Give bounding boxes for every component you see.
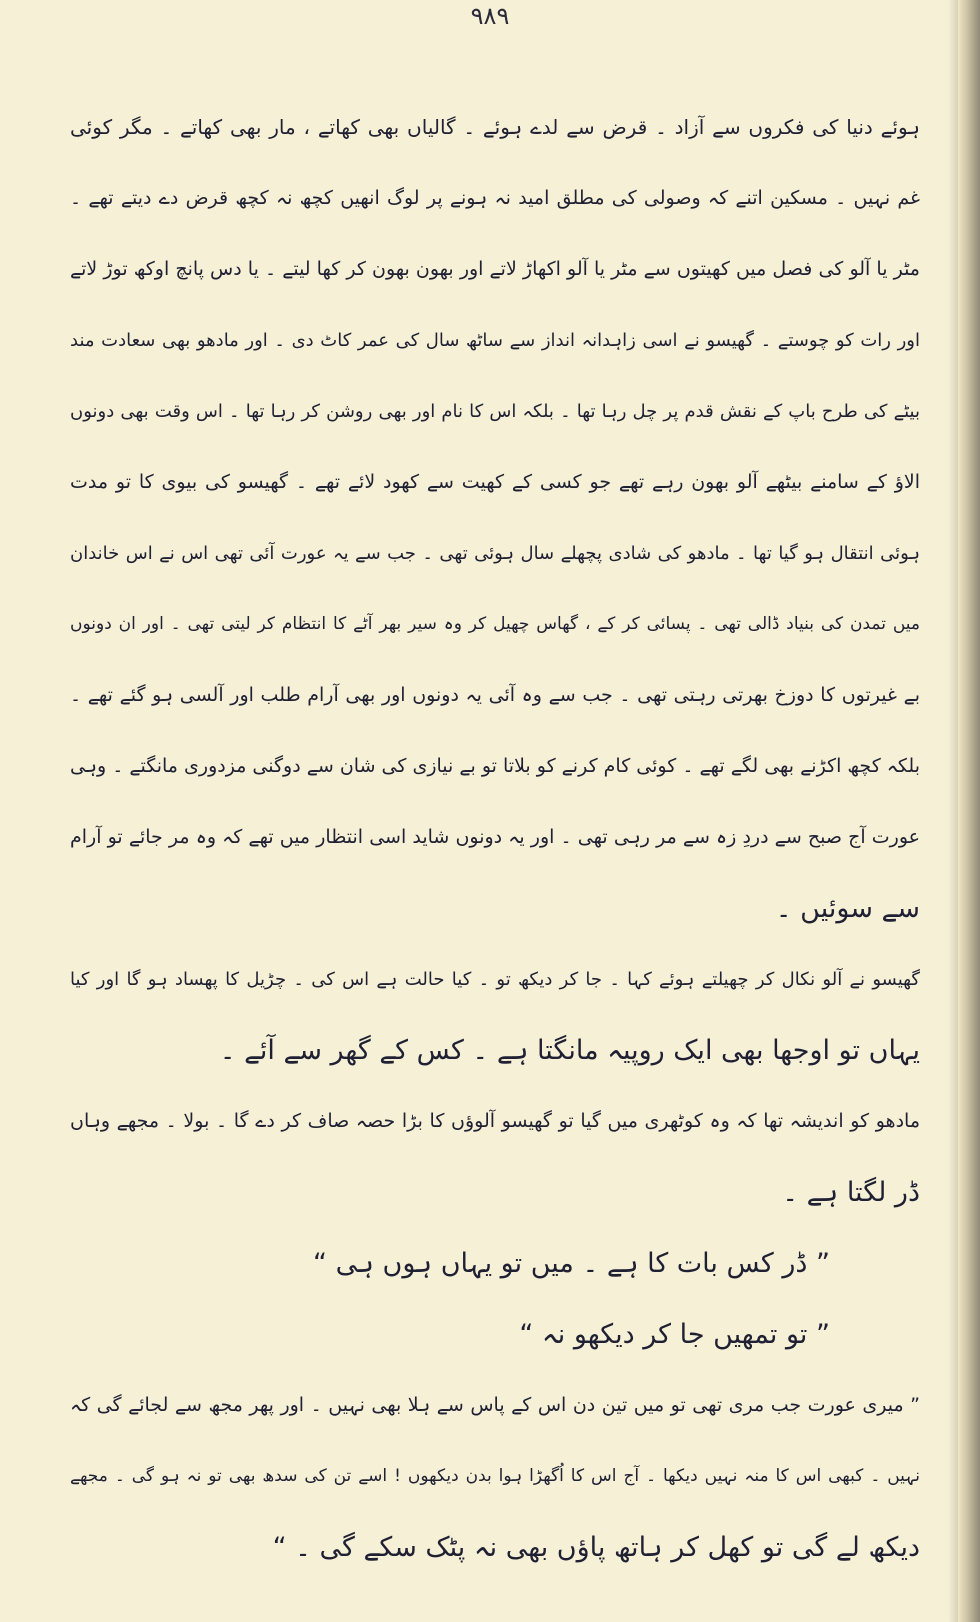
text-line: نہیں ۔ کبھی اس کا منہ نہیں دیکھا ۔ آج اس کا اُگھڑا ہوا بدن دیکھوں ! اسے تن کی سدھ بھی تو نہ ہو گی ۔ مجھے (70, 1466, 920, 1486)
text-line: ڈر لگتا ہے ۔ (782, 1177, 920, 1208)
text-line: ہوئے دنیا کی فکروں سے آزاد ۔ قرض سے لدے ہوئے ۔ گالیاں بھی کھاتے ، مار بھی کھاتے ۔ مگر کوئی (70, 115, 920, 139)
text-line: عورت آج صبح سے دردِ زہ سے مر رہی تھی ۔ اور یہ دونوں شاید اسی انتظار میں تھے کہ وہ مر جائے تو آرام (70, 826, 920, 848)
page-number: ٩٨٩ (470, 2, 510, 30)
page-binding-shadow (948, 0, 958, 1622)
text-line: دیکھ لے گی تو کھل کر ہاتھ پاؤں بھی نہ پٹک سکے گی ۔ “ (272, 1532, 920, 1563)
dialogue-line: ” تو تمھیں جا کر دیکھو نہ “ (519, 1319, 830, 1350)
text-line: الاؤ کے سامنے بیٹھے آلو بھون رہے تھے جو کسی کے کھیت سے کھود لائے تھے ۔ گھیسو کی بیوی کا تو مدت (70, 471, 920, 493)
text-line: غم نہیں ۔ مسکین اتنے کہ وصولی کی مطلق امید نہ ہونے پر لوگ انھیں کچھ نہ کچھ قرض دے دیتے تھے ۔ (70, 187, 920, 209)
text-line: اور رات کو چوستے ۔ گھیسو نے اسی زاہدانہ انداز سے ساٹھ سال کی عمر کاٹ دی ۔ اور مادھو بھی سعادت مند (70, 330, 920, 351)
text-line: یہاں تو اوجھا بھی ایک روپیہ مانگتا ہے ۔ کس کے گھر سے آئے ۔ (219, 1035, 920, 1066)
page-edge (958, 0, 980, 1622)
text-line: بلکہ کچھ اکڑنے بھی لگے تھے ۔ کوئی کام کرنے کو بلاتا تو بے نیازی کی شان سے دوگنی مزدوری مانگتے ۔ وہی (70, 755, 920, 777)
text-line: ہوئی انتقال ہو گیا تھا ۔ مادھو کی شادی پچھلے سال ہوئی تھی ۔ جب سے یہ عورت آئی تھی اس نے اس خاندان (70, 543, 920, 564)
text-line: گھیسو نے آلو نکال کر چھیلتے ہوئے کہا ۔ جا کر دیکھ تو ۔ کیا حالت ہے اس کی ۔ چڑیل کا پھساد ہو گا اور کیا (70, 969, 920, 990)
dialogue-line: ” ڈر کس بات کا ہے ۔ میں تو یہاں ہوں ہی “ (313, 1248, 830, 1279)
text-line: ” میری عورت جب مری تھی تو میں تین دن اس کے پاس سے ہلا بھی نہیں ۔ اور پھر مجھ سے لجائے گی کہ (70, 1394, 920, 1416)
text-line: مادھو کو اندیشہ تھا کہ وہ کوٹھری میں گیا تو گھیسو آلوؤں کا بڑا حصہ صاف کر دے گا ۔ بولا ۔ مجھے وہاں (70, 1110, 920, 1132)
text-line: مٹر یا آلو کی فصل میں کھیتوں سے مٹر یا آلو اکھاڑ لاتے اور بھون بھون کر کھا لیتے ۔ یا دس پانچ اوکھ توڑ لاتے (70, 258, 920, 280)
text-line: بیٹے کی طرح باپ کے نقش قدم پر چل رہا تھا ۔ بلکہ اس کا نام اور بھی روشن کر رہا تھا ۔ اس وقت بھی دونوں (70, 401, 920, 422)
text-line: سے سوئیں ۔ (775, 893, 920, 924)
page-text (70, 92, 920, 1583)
text-line: بے غیرتوں کا دوزخ بھرتی رہتی تھی ۔ جب سے وہ آئی یہ دونوں اور بھی آرام طلب اور آلسی ہو گئے تھے ۔ (70, 684, 920, 706)
text-line: میں تمدن کی بنیاد ڈالی تھی ۔ پسائی کر کے ، گھاس چھیل کر وہ سیر بھر آٹے کا انتظام کر لیتی تھی ۔ اور ان دونوں (70, 614, 920, 634)
